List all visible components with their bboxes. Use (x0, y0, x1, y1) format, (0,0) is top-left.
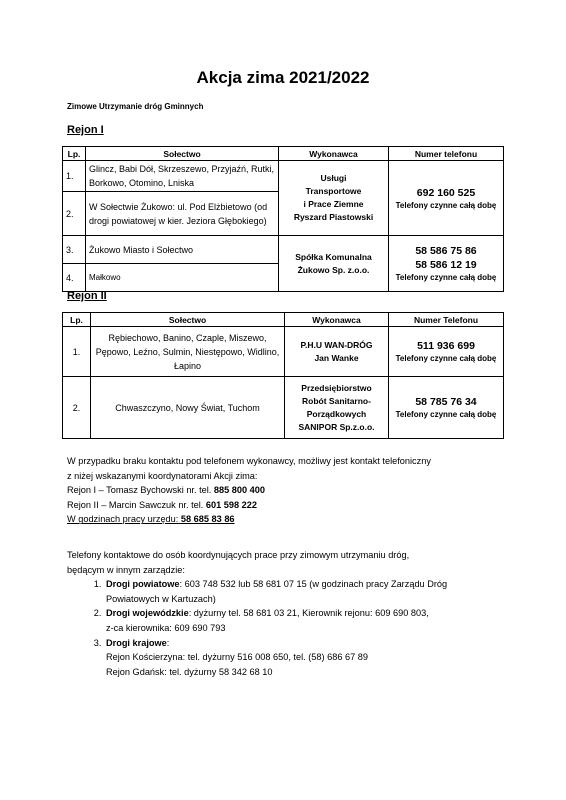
contractor-cell (279, 161, 389, 236)
road-text: Rejon Kościerzyna: tel. dyżurny 516 008 650, tel. (58) 686 67 89 (106, 652, 369, 663)
other-roads-section (67, 548, 447, 679)
contractor-cell (285, 377, 389, 439)
phone-cell (389, 327, 504, 377)
table-row (63, 236, 504, 264)
phone-note: Telefony czynne całą dobę (395, 354, 497, 363)
col-header-wykonawca: Wykonawca (285, 313, 389, 327)
road-label: Drogi krajowe (106, 637, 167, 648)
page-title: Akcja zima 2021/2022 (196, 68, 370, 87)
list-item (104, 606, 447, 635)
col-header-solectwo: Sołectwo (91, 313, 285, 327)
col-header-wykonawca: Wykonawca (279, 147, 389, 161)
region2-table (62, 312, 504, 439)
contractor-cell (285, 327, 389, 377)
table-header-row (63, 147, 504, 161)
road-text: Rejon Gdańsk: tel. dyżurny 58 342 68 10 (106, 666, 273, 677)
road-text: Powiatowych w Kartuzach) (106, 593, 216, 604)
contractor-line: Jan Wanke (314, 352, 359, 363)
road-text: : (166, 637, 170, 648)
contact-line: z niżej wskazanymi koordynatorami Akcji zima: (67, 470, 258, 481)
table-header-row (63, 313, 504, 327)
col-header-lp: Lp. (63, 313, 91, 327)
roads-list (67, 577, 447, 679)
phone-note: Telefony czynne całą dobę (395, 200, 497, 210)
row-lp: 3. (63, 236, 86, 264)
row-solectwo: Glincz, Babi Dół, Skrzeszewo, Przyjaźń, Rutki, Borkowo, Otomino, Lniska (86, 161, 279, 192)
row-solectwo: Rębiechowo, Banino, Czaple, Miszewo, Pępowo, Leźno, Sulmin, Niestępowo, Widlino, Łapino (91, 327, 285, 377)
road-label: Drogi wojewódzkie (106, 608, 189, 619)
col-header-lp: Lp. (63, 147, 86, 161)
row-lp: 1. (63, 161, 86, 192)
col-header-solectwo: Sołectwo (86, 147, 279, 161)
contractor-line: Ryszard Piastowski (293, 212, 374, 222)
coordinator-line (67, 498, 431, 513)
list-item (104, 636, 447, 680)
coordinator-label: Rejon I – Tomasz Bychowski nr. tel. (67, 485, 212, 496)
phone-cell (389, 377, 504, 439)
contractor-line: P.H.U WAN-DRÓG (300, 339, 373, 350)
phone-cell (389, 236, 504, 292)
road-label: Drogi powiatowe (106, 579, 180, 590)
office-phone: 58 685 83 86 (180, 514, 235, 525)
contractor-line: Porządkowych (306, 408, 367, 419)
phone-number: 58 785 76 34 (415, 396, 477, 408)
coordinator-line (67, 483, 431, 498)
coordinator-label: Rejon II – Marcin Sawczuk nr. tel. (67, 499, 204, 510)
region1-heading: Rejon I (67, 124, 104, 136)
region2-heading: Rejon II (67, 290, 107, 302)
contractor-cell (279, 236, 389, 292)
row-solectwo: W Sołectwie Żukowo: ul. Pod Elżbietowo (od drogi powiatowej w kier. Jeziora Głębokiego) (86, 192, 279, 236)
coordinator-phone: 885 800 400 (213, 485, 265, 496)
contractor-line: Robót Sanitarno- (302, 395, 371, 406)
contact-paragraph (67, 454, 431, 527)
contractor-line: i Prace Ziemne (303, 199, 364, 209)
office-label: W godzinach pracy urzędu: (67, 514, 179, 525)
row-solectwo: Małkowo (86, 264, 279, 292)
row-lp: 2. (63, 377, 91, 439)
road-text: : dyżurny tel. 58 681 03 21, Kierownik rejonu: 609 690 803, (188, 608, 429, 619)
phone-number: 511 936 699 (417, 340, 475, 352)
other-intro-line: Telefony kontaktowe do osób koordynujących prace przy zimowym utrzymaniu dróg, (67, 550, 410, 560)
list-item (104, 577, 447, 606)
office-line (67, 512, 431, 527)
contractor-line: Przedsiębiorstwo (301, 382, 372, 393)
table-row (63, 377, 504, 439)
contractor-line: SANIPOR Sp.z.o.o. (298, 421, 375, 432)
table-row (63, 327, 504, 377)
table-row (63, 161, 504, 192)
contractor-line: Transportowe (305, 186, 362, 196)
page-subtitle: Zimowe Utrzymanie dróg Gminnych (67, 102, 204, 111)
phone-cell (389, 161, 504, 236)
other-intro-line: będącym w innym zarządzie: (67, 564, 185, 575)
phone-number: 58 586 75 86 (415, 245, 477, 257)
row-lp: 2. (63, 192, 86, 236)
contact-line: W przypadku braku kontaktu pod telefonem wykonawcy, możliwy jest kontakt telefoniczny (67, 456, 431, 466)
contractor-line: Usługi (320, 173, 347, 183)
phone-note: Telefony czynne całą dobę (395, 273, 497, 282)
row-solectwo: Żukowo Miasto i Sołectwo (86, 236, 279, 264)
row-lp: 4. (63, 264, 86, 292)
row-lp: 1. (63, 327, 91, 377)
row-solectwo: Chwaszczyno, Nowy Świat, Tuchom (91, 377, 285, 439)
contractor-line: Żukowo Sp. z.o.o. (297, 264, 370, 275)
road-text: : 603 748 532 lub 58 681 07 15 (w godzinach pracy Zarządu Dróg (179, 579, 448, 590)
col-header-telefon: Numer Telefonu (389, 313, 504, 327)
col-header-telefon: Numer telefonu (389, 147, 504, 161)
road-text: z-ca kierownika: 609 690 793 (106, 622, 226, 633)
contractor-line: Spółka Komunalna (295, 251, 372, 262)
phone-note: Telefony czynne całą dobę (395, 410, 497, 419)
region1-table (62, 146, 504, 292)
coordinator-phone: 601 598 222 (205, 499, 257, 510)
phone-number: 692 160 525 (416, 186, 476, 199)
phone-number: 58 586 12 19 (415, 259, 477, 271)
